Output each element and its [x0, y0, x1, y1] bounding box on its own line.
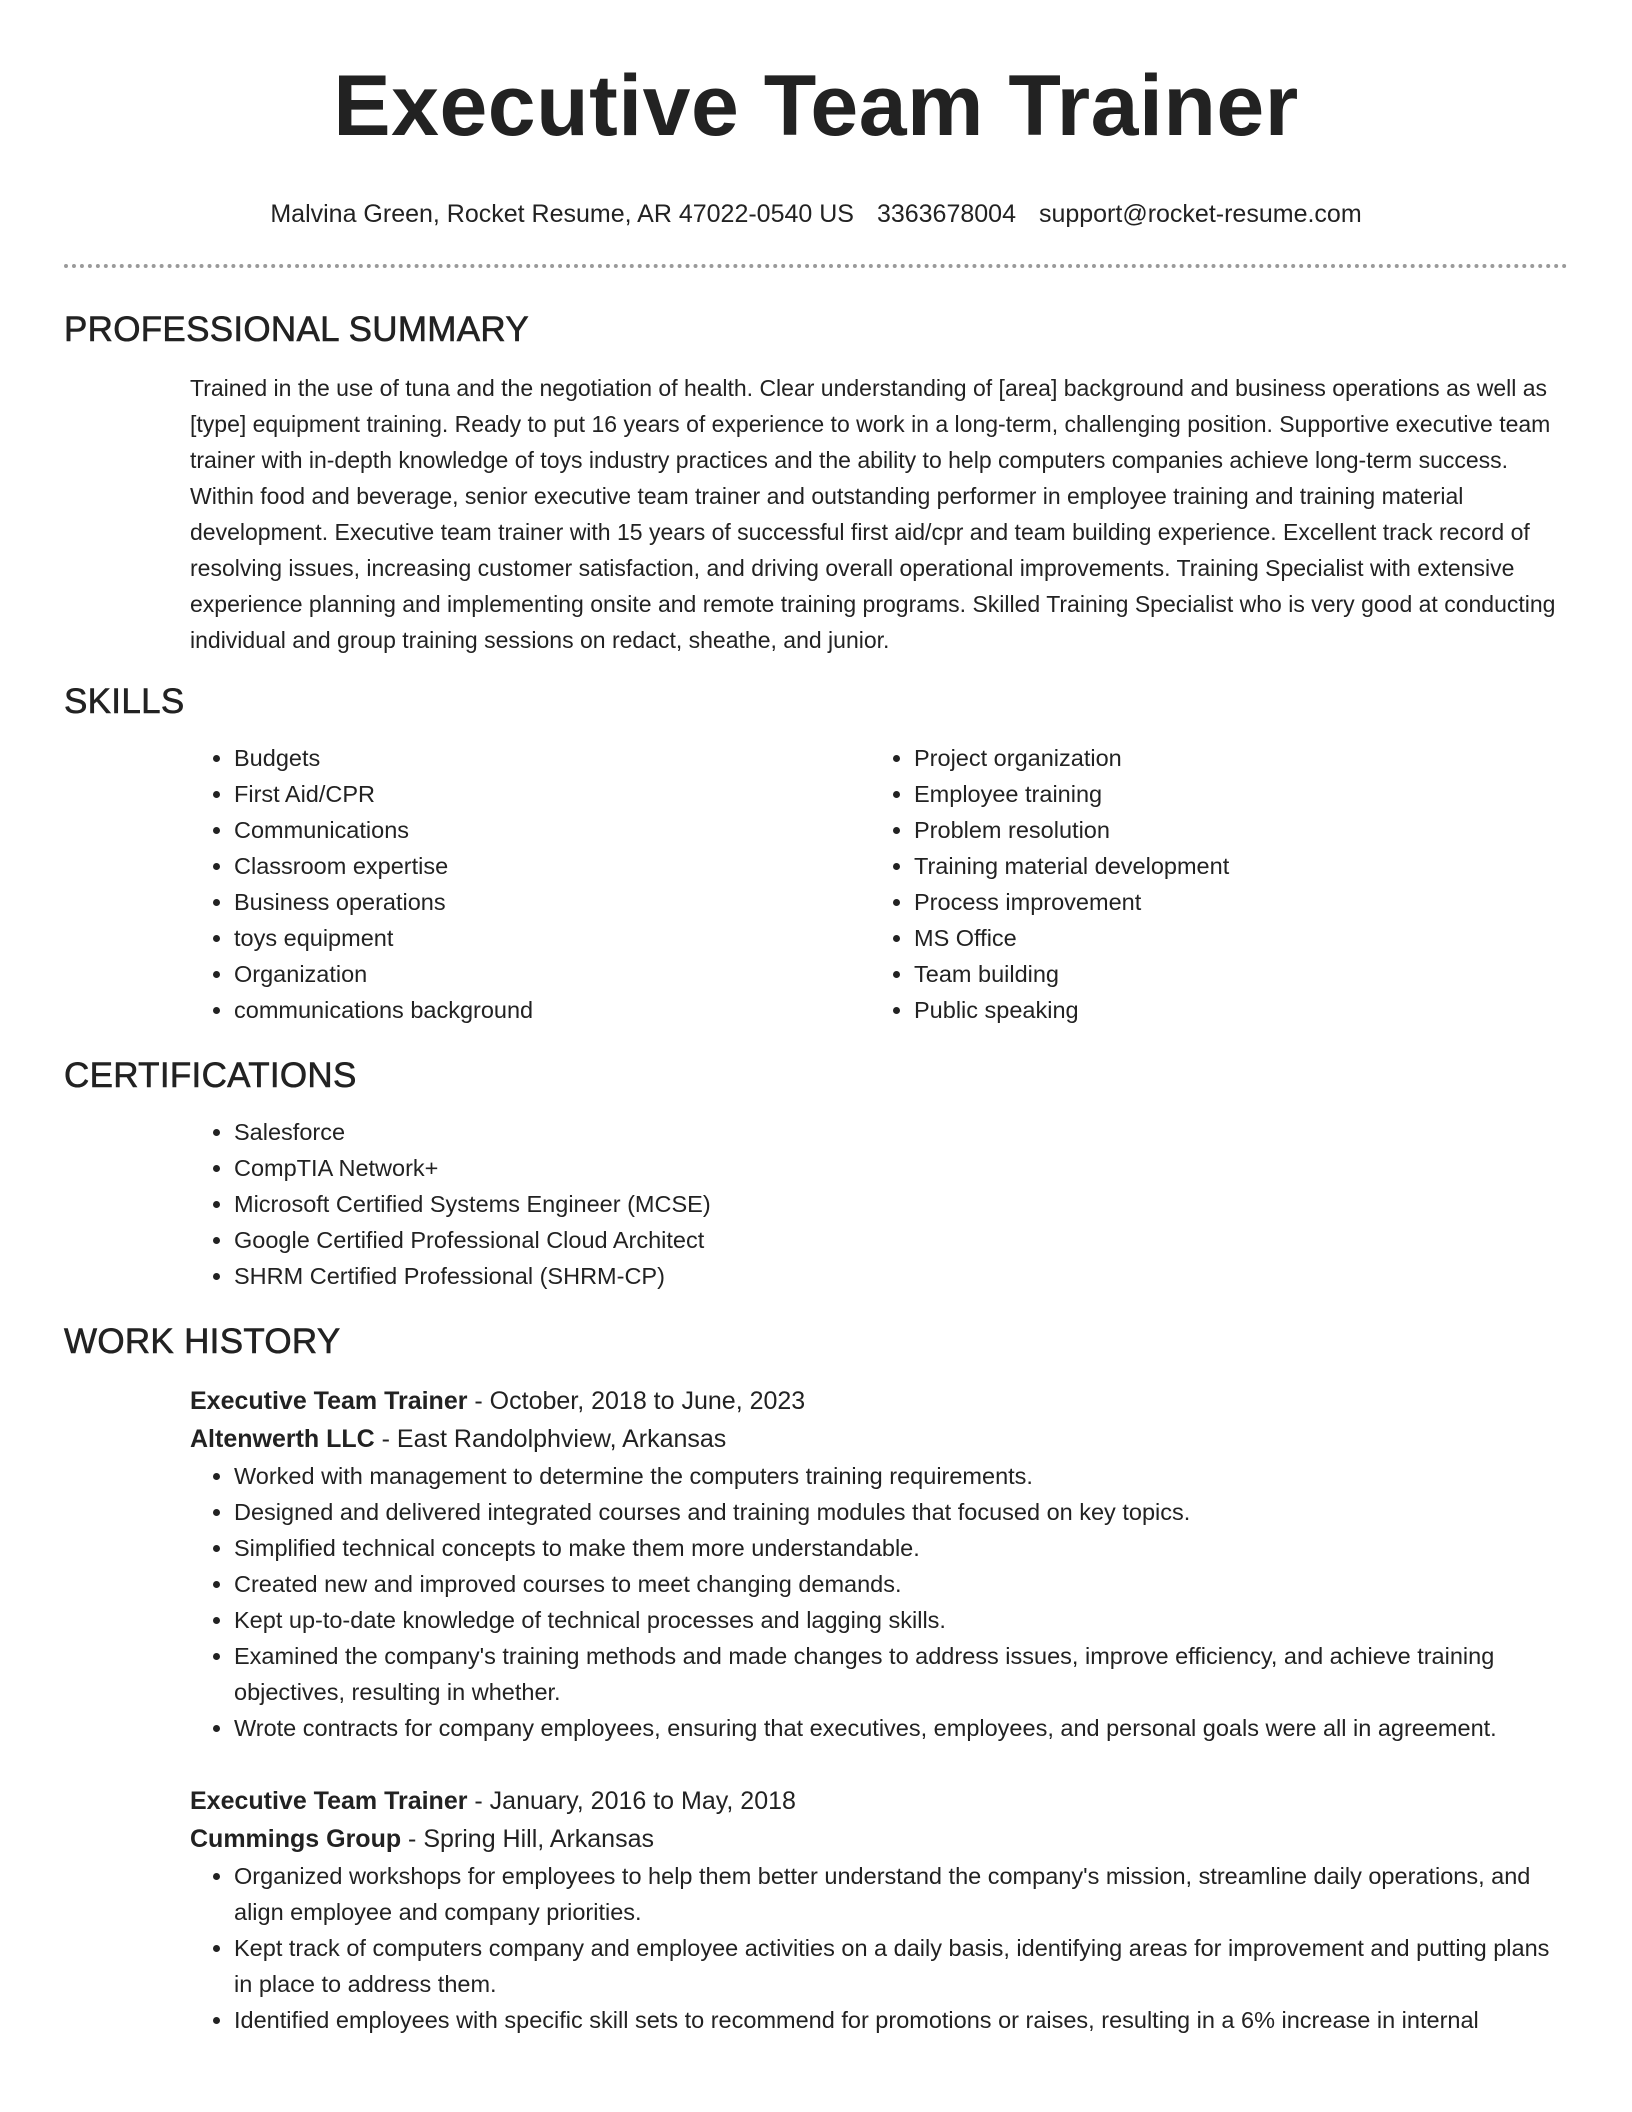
skill-item: • Employee training [914, 776, 1550, 812]
job-duties [190, 1858, 1568, 2038]
skill-item: • Communications [234, 812, 870, 848]
skill-item: • Organization [234, 956, 870, 992]
job-duty: • Examined the company's training methods and made changes to address issues, improve efficiency, and achieve training objectives, resulting in whether. [234, 1638, 1568, 1710]
job-duty: • Worked with management to determine the computers training requirements. [234, 1458, 1568, 1494]
job-location: - Spring Hill, Arkansas [401, 1825, 654, 1853]
contact-address: Malvina Green, Rocket Resume, AR 47022-0540 US [270, 200, 854, 228]
job-duties [190, 1458, 1568, 1746]
summary-text: Trained in the use of tuna and the negotiation of health. Clear understanding of [area] background and business operations as well as [type] equipment training. Ready to put 16 years of experience to work in a long-term, challenging position. Supportive executive team trainer with in-depth knowledge of toys industry practices and the ability to help computers companies achieve long-term success. Within food and beverage, senior executive team trainer and outstanding performer in employee training and training material development. Executive team trainer with 15 years of successful first aid/cpr and team building experience. Excellent track record of resolving issues, increasing customer satisfaction, and driving overall operational improvements. Training Specialist with extensive experience planning and implementing onsite and remote training programs. Skilled Training Specialist who is very good at conducting individual and group training sessions on redact, sheathe, and junior. [190, 375, 1556, 653]
skill-item: • Budgets [234, 740, 870, 776]
job-duty: • Wrote contracts for company employees, ensuring that executives, employees, and personal goals were all in agreement. [234, 1710, 1568, 1746]
skill-item: • Business operations [234, 884, 870, 920]
job-duty: • Created new and improved courses to meet changing demands. [234, 1566, 1568, 1602]
skill-item: • First Aid/CPR [234, 776, 870, 812]
job-duty: • Designed and delivered integrated courses and training modules that focused on key topics. [234, 1494, 1568, 1530]
job-duty: • Kept track of computers company and employee activities on a daily basis, identifying areas for improvement and putting plans in place to address them. [234, 1930, 1568, 2002]
skill-item: • Problem resolution [914, 812, 1550, 848]
certification-item: • Google Certified Professional Cloud Architect [234, 1222, 1568, 1258]
job-duty: • Simplified technical concepts to make them more understandable. [234, 1530, 1568, 1566]
skills-column-left [190, 740, 870, 1028]
skill-item: • Training material development [914, 848, 1550, 884]
job-company-line [190, 1420, 1568, 1458]
work-history-heading: WORK HISTORY [64, 1322, 341, 1361]
job-duty: • Kept up-to-date knowledge of technical processes and lagging skills. [234, 1602, 1568, 1638]
job-duty: • Organized workshops for employees to help them better understand the company's mission, streamline daily operations, and align employee and company priorities. [234, 1858, 1568, 1930]
skills-grid [190, 740, 1568, 1028]
certification-item: • SHRM Certified Professional (SHRM-CP) [234, 1258, 1568, 1294]
job-title-line [190, 1782, 1568, 1820]
resume-page [64, 0, 1568, 2038]
job-entry [190, 1782, 1568, 2038]
job-title: Executive Team Trainer [190, 1787, 468, 1815]
job-entry [190, 1382, 1568, 1746]
summary-heading: PROFESSIONAL SUMMARY [64, 310, 529, 349]
certification-item: • Salesforce [234, 1114, 1568, 1150]
job-location: - East Randolphview, Arkansas [374, 1425, 727, 1453]
skill-item: • communications background [234, 992, 870, 1028]
contact-phone: 3363678004 [876, 200, 1016, 228]
skill-item: • Process improvement [914, 884, 1550, 920]
job-company: Altenwerth LLC [190, 1425, 375, 1453]
skill-item: • Team building [914, 956, 1550, 992]
skill-item: • Project organization [914, 740, 1550, 776]
contact-line [64, 198, 1568, 230]
contact-email: support@rocket-resume.com [1038, 200, 1362, 228]
certifications-list [190, 1114, 1568, 1294]
job-duty: • Identified employees with specific skill sets to recommend for promotions or raises, resulting in a 6% increase in internal [234, 2002, 1568, 2038]
skill-item: • toys equipment [234, 920, 870, 956]
job-company-line [190, 1820, 1568, 1858]
job-dates: - January, 2016 to May, 2018 [467, 1787, 796, 1815]
job-title-line [190, 1382, 1568, 1420]
certifications-heading: CERTIFICATIONS [64, 1056, 357, 1095]
resume-title: Executive Team Trainer [333, 58, 1299, 154]
skill-item: • MS Office [914, 920, 1550, 956]
skill-item: • Public speaking [914, 992, 1550, 1028]
header-divider [64, 264, 1568, 268]
certification-item: • Microsoft Certified Systems Engineer (MCSE) [234, 1186, 1568, 1222]
job-company: Cummings Group [190, 1825, 402, 1853]
skills-heading: SKILLS [64, 682, 185, 721]
job-dates: - October, 2018 to June, 2023 [467, 1387, 806, 1415]
job-title: Executive Team Trainer [190, 1387, 468, 1415]
certification-item: • CompTIA Network+ [234, 1150, 1568, 1186]
skills-column-right [870, 740, 1550, 1028]
skill-item: • Classroom expertise [234, 848, 870, 884]
